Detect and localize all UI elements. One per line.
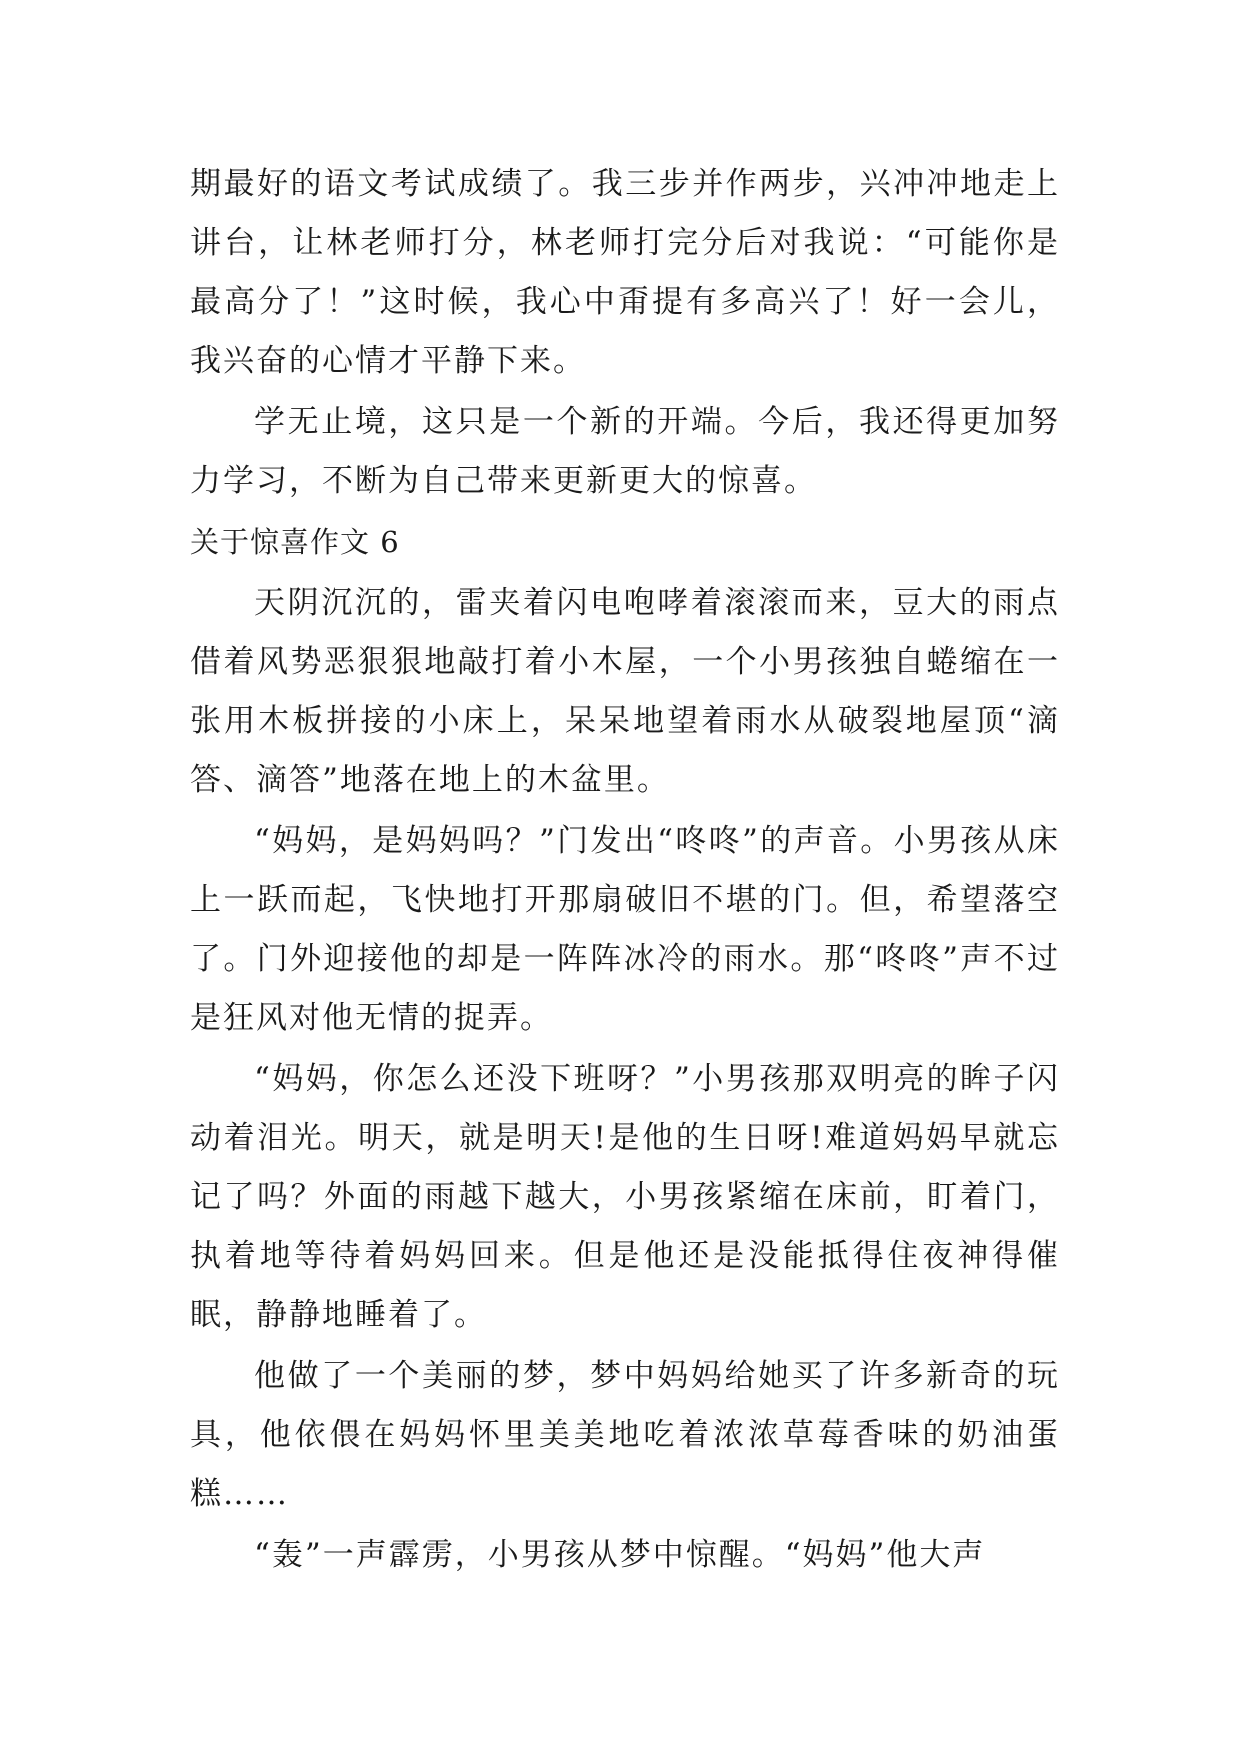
paragraph-truncated: “轰”一声霹雳，小男孩从梦中惊醒。“妈妈”他大声: [254, 1537, 986, 1573]
paragraph: 他做了一个美丽的梦，梦中妈妈给她买了许多新奇的玩具，他依偎在妈妈怀里美美地吃着浓浓草莓香味的奶油蛋糕……: [190, 1358, 1060, 1512]
paragraph: “妈妈，是妈妈吗？”门发出“咚咚”的声音。小男孩从床上一跃而起，飞快地打开那扇破旧不堪的门。但，希望落空了。门外迎接他的却是一阵阵冰冷的雨水。那“咚咚”声不过是狂风对他无情的捉弄。: [190, 823, 1060, 1036]
document-body: [190, 155, 1060, 1585]
section-heading: 关于惊喜作文 6: [190, 525, 400, 559]
paragraph: 天阴沉沉的，雷夹着闪电咆哮着滚滚而来，豆大的雨点借着风势恶狠狠地敲打着小木屋，一个小男孩独自蜷缩在一张用木板拼接的小床上，呆呆地望着雨水从破裂地屋顶“滴答、滴答”地落在地上的木盆里。: [190, 585, 1060, 798]
paragraph: 学无止境，这只是一个新的开端。今后，我还得更加努力学习，不断为自己带来更新更大的惊喜。: [190, 404, 1060, 499]
paragraph: “妈妈，你怎么还没下班呀？”小男孩那双明亮的眸子闪动着泪光。明天，就是明天!是他的生日呀!难道妈妈早就忘记了吗？外面的雨越下越大，小男孩紧缩在床前，盯着门，执着地等待着妈妈回来。但是他还是没能抵得住夜神得催眠，静静地睡着了。: [190, 1061, 1060, 1333]
paragraph-continued: 期最好的语文考试成绩了。我三步并作两步，兴冲冲地走上讲台，让林老师打分，林老师打完分后对我说：“可能你是最高分了！”这时候，我心中甭提有多高兴了！好一会儿，我兴奋的心情才平静下来。: [190, 166, 1060, 379]
